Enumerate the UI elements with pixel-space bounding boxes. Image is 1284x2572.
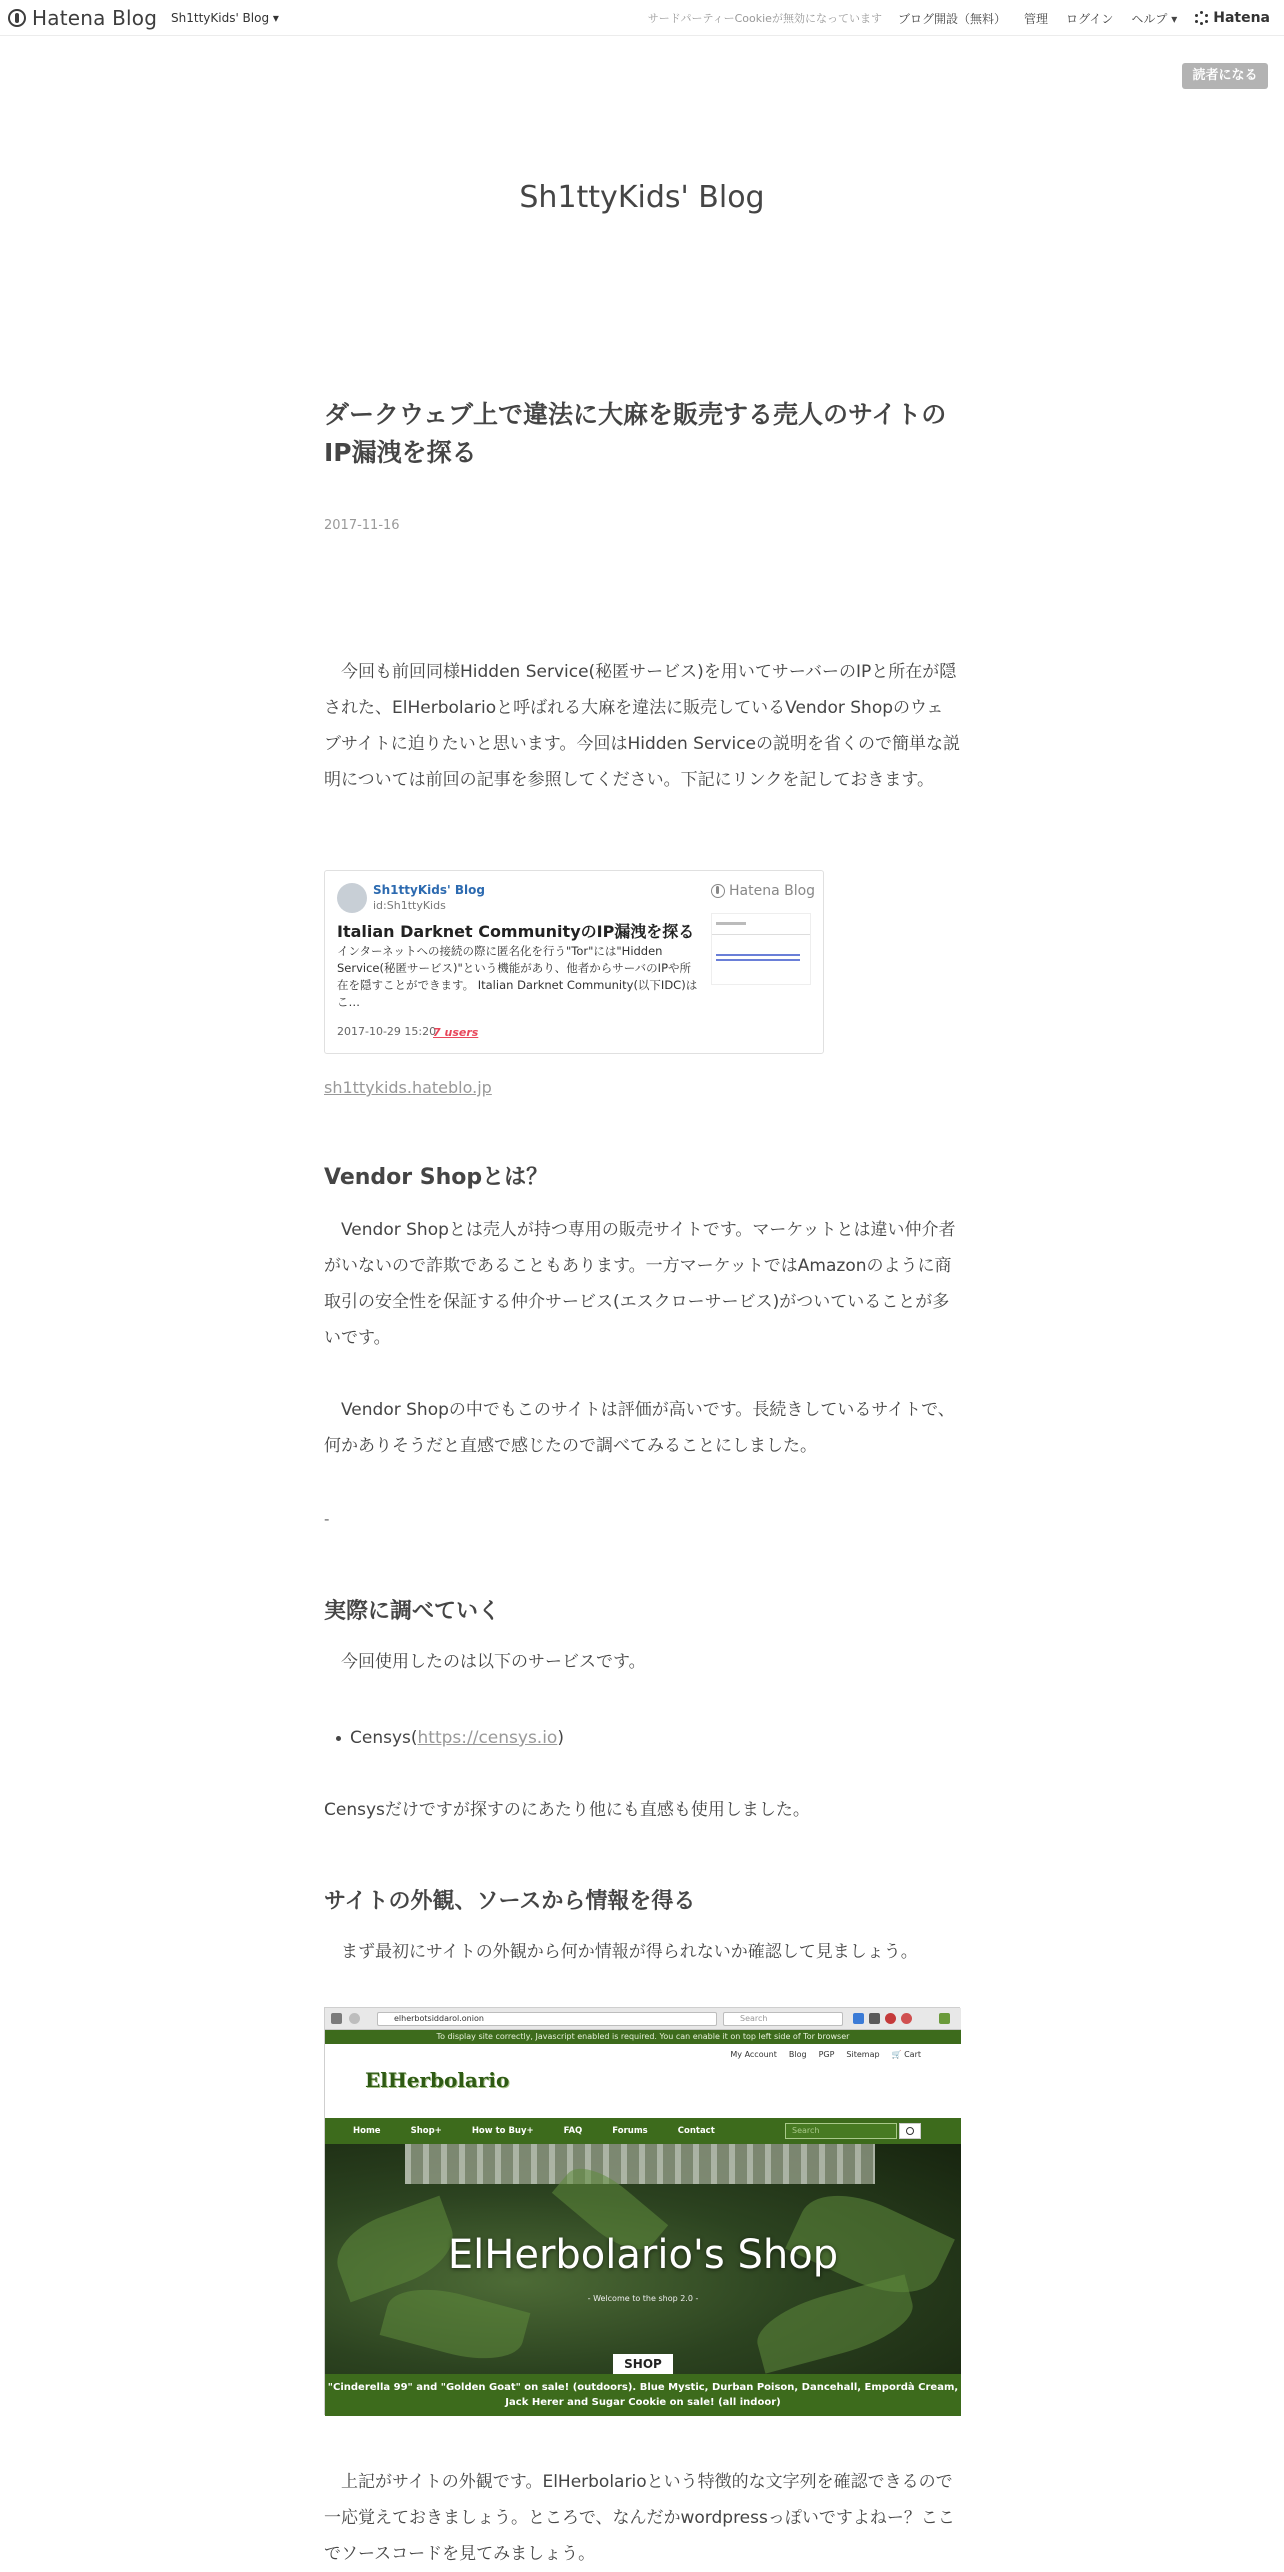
- shop-nav-shop: Shop+: [410, 2126, 442, 2136]
- shop-hero-subtitle: - Welcome to the shop 2.0 -: [587, 2294, 699, 2303]
- cart-label: Cart: [904, 2050, 921, 2059]
- shop-header: [325, 2044, 961, 2118]
- investigate-paragraph: 今回使用したのは以下のサービスです。: [324, 1652, 646, 1672]
- shop-nav-contact: Contact: [677, 2126, 715, 2136]
- card-title[interactable]: Italian Darknet CommunityのIP漏洩を探る: [337, 922, 695, 941]
- address-bar: elherbotsiddarol.onion: [377, 2012, 717, 2026]
- hatena-blog-logo-icon: [8, 9, 26, 27]
- hatena-dots-icon: [1195, 11, 1209, 25]
- back-icon: [349, 2013, 360, 2024]
- card-description: インターネットへの接続の際に匿名化を行う"Tor"には"Hidden Service(秘匿サービス)"という機能があり、他者からサーバのIPや所在を隠すことができます。 Italian Darknet Community(以下IDC)はこ…: [337, 944, 698, 1009]
- noscript-icon: [885, 2013, 896, 2024]
- hatena-blog-icon: [711, 884, 725, 898]
- hatena-blog-logo[interactable]: [8, 6, 157, 30]
- entry-date[interactable]: 2017-11-16: [324, 518, 400, 533]
- blog-menu-dropdown[interactable]: Sh1ttyKids' Blog ▾: [171, 11, 279, 25]
- appearance-paragraph: まず最初にサイトの外観から何か情報が得られないか確認して見ましょう。: [324, 1942, 918, 1962]
- shop-hero-button: SHOP: [613, 2354, 673, 2374]
- heading-investigate: 実際に調べていく: [324, 1599, 501, 1624]
- shop-hero-title: ElHerbolario's Shop: [447, 2232, 839, 2278]
- help-dropdown[interactable]: ヘルプ ▾: [1131, 11, 1178, 26]
- global-header: [0, 0, 1284, 36]
- shop-logo: ElHerbolario: [365, 2068, 510, 2092]
- logo-text: Hatena Blog: [32, 6, 158, 30]
- shop-screenshot-image: [324, 2007, 960, 2415]
- vendor-paragraph-1: Vendor Shopとは売人が持つ専用の販売サイトです。マーケットとは違い仲介者がいないので詐欺であることもあります。一方マーケットではAmazonのように商取引の安全性を保証する仲介サービス(エスクローサービス)がついていることが多いです。: [324, 1220, 956, 1348]
- blog-title[interactable]: Sh1ttyKids' Blog: [519, 180, 765, 215]
- card-blog-id: id:Sh1ttyKids: [373, 899, 446, 912]
- heading-appearance: サイトの外観、ソースから情報を得る: [324, 1889, 696, 1914]
- shop-link-cart: [892, 2050, 921, 2059]
- hatena-menu[interactable]: [1195, 10, 1270, 26]
- card-thumbnail: [711, 913, 811, 985]
- list-item-name: Censys(: [350, 1728, 418, 1748]
- shop-link-account: My Account: [730, 2050, 777, 2059]
- censys-paragraph: Censysだけですが探すのにあたり他にも直感も使用しました。: [324, 1800, 810, 1820]
- card-brand-text: Hatena Blog: [729, 883, 816, 899]
- shop-sale-banner: "Cinderella 99" and "Golden Goat" on sale! (outdoors). Blue Mystic, Durban Poison, Dancehall, Empordà Cream, Jack Herer and Sugar Cookie on sale! (all indoor): [325, 2374, 961, 2416]
- avatar: [337, 883, 367, 913]
- heading-vendor-shop: Vendor Shopとは？: [324, 1165, 549, 1190]
- embed-card[interactable]: [324, 870, 824, 1054]
- stop-icon: [901, 2013, 912, 2024]
- hatena-label: Hatena: [1213, 10, 1270, 26]
- shop-hero: [325, 2144, 961, 2374]
- shop-link-pgp: PGP: [818, 2050, 835, 2059]
- shop-search-input: Search: [785, 2123, 897, 2139]
- vendor-paragraph-2: Vendor Shopの中でもこのサイトは評価が高いです。長続きしているサイトで、何かありそうだと直感で感じたので調べてみることにしました。: [324, 1400, 955, 1456]
- entry-title[interactable]: ダークウェブ上で違法に大麻を販売する売人のサイトのIP漏洩を探る: [324, 400, 947, 467]
- shop-search-icon: [899, 2123, 921, 2139]
- shop-link-sitemap: Sitemap: [846, 2050, 880, 2059]
- grow-light-ceiling: [405, 2144, 875, 2184]
- login-link[interactable]: ログイン: [1065, 11, 1114, 26]
- shop-nav-home: Home: [353, 2126, 381, 2136]
- after-screenshot-paragraph: 上記がサイトの外観です。ElHerbolarioという特徴的な文字列を確認できるので一応覚えておきましょう。ところで、なんだかwordpressっぽいですよねー？ここでソースコードを見てみましょう。: [324, 2472, 955, 2564]
- card-users-badge[interactable]: 7 users: [433, 1026, 479, 1039]
- card-date: 2017-10-29 15:20: [337, 1025, 437, 1038]
- browser-search: Search: [723, 2012, 843, 2026]
- cart-icon: 🛒: [891, 2050, 902, 2059]
- cookie-notice: サードパーティーCookieが無効になっています: [647, 12, 882, 25]
- subscribe-button[interactable]: 読者になる: [1182, 63, 1268, 89]
- header-right: [648, 0, 1284, 36]
- shop-nav-how-to-buy: How to Buy+: [471, 2126, 534, 2136]
- js-notice: To display site correctly, Javascript enabled is required. You can enable it on top left side of Tor browser: [325, 2030, 961, 2044]
- download-icon: [853, 2013, 864, 2024]
- shop-link-blog: Blog: [788, 2050, 807, 2059]
- list-item: [350, 1720, 564, 1756]
- card-brand: [711, 883, 815, 899]
- browser-toolbar: [325, 2008, 961, 2030]
- shop-nav: [325, 2118, 961, 2144]
- menu-icon: [939, 2013, 950, 2024]
- home-icon: [869, 2013, 880, 2024]
- intro-paragraph: 今回も前回同様Hidden Service(秘匿サービス)を用いてサーバーのIPと所在が隠された、ElHerbolarioと呼ばれる大麻を違法に販売しているVendor Shopのウェブサイトに迫りたいと思います。今回はHidden Serviceの説明を省くので簡単な説明については前回の記事を参照してください。下記にリンクを記しておきます。: [324, 662, 961, 790]
- card-blog-name[interactable]: Sh1ttyKids' Blog: [373, 883, 485, 897]
- shop-nav-faq: FAQ: [563, 2126, 583, 2136]
- separator-dash: -: [324, 1510, 330, 1528]
- list-item-close: ): [557, 1728, 564, 1748]
- tor-onion-icon: [331, 2013, 342, 2024]
- shop-top-links: [730, 2050, 921, 2059]
- card-source-link[interactable]: sh1ttykids.hateblo.jp: [324, 1078, 492, 1097]
- censys-link[interactable]: https://censys.io: [417, 1728, 558, 1748]
- shop-nav-forums: Forums: [612, 2126, 648, 2136]
- admin-link[interactable]: 管理: [1023, 11, 1048, 26]
- start-blog-link[interactable]: ブログ開設（無料）: [897, 11, 1006, 26]
